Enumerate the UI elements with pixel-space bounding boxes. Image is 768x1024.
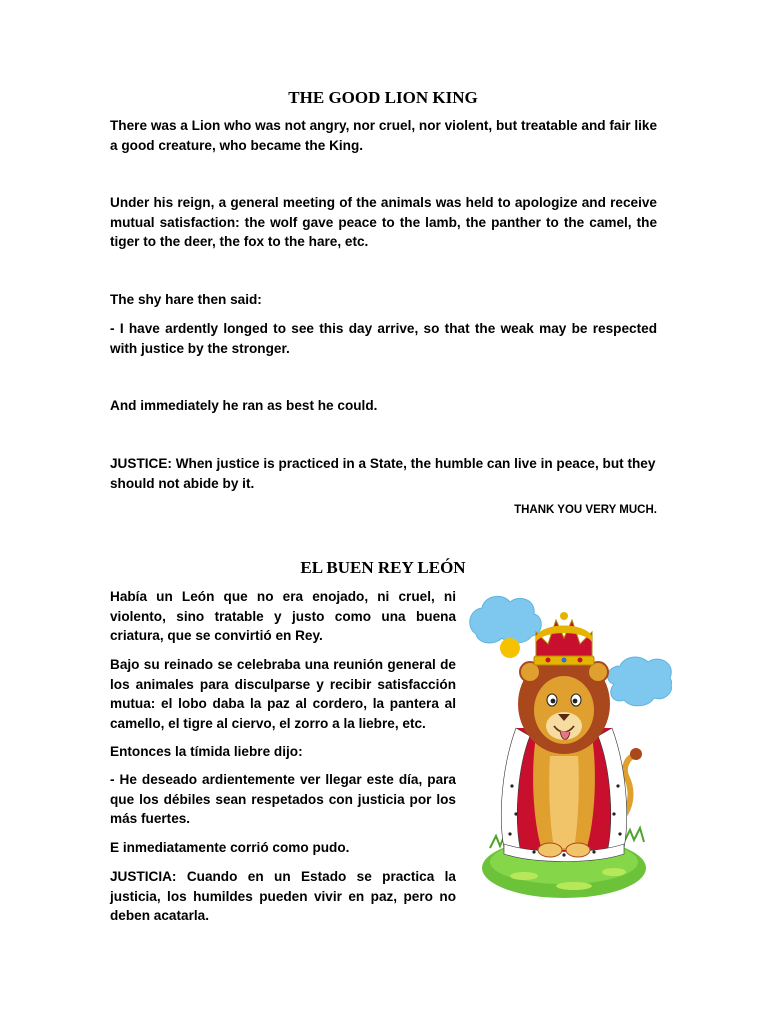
- lion-king-illustration: [464, 586, 672, 906]
- english-paragraph-6: JUSTICE: When justice is practiced in a State, the humble can live in peace, but they should not abide by it.: [110, 456, 656, 491]
- closing-thanks: THANK YOU VERY MUCH.: [514, 504, 657, 516]
- spanish-paragraph-5: E inmediatamente corrió como pudo.: [110, 840, 350, 855]
- spanish-paragraph-4: - He deseado ardientemente ver llegar este día, para que los débiles sean respetados con justicia por los más fuertes.: [110, 772, 456, 826]
- sun-icon: [500, 638, 520, 658]
- english-paragraph-3: The shy hare then said:: [110, 292, 262, 307]
- spanish-title: EL BUEN REY LEÓN: [300, 558, 466, 577]
- cloud-right-icon: [608, 657, 672, 706]
- english-paragraph-5: And immediately he ran as best he could.: [110, 398, 378, 413]
- english-paragraph-4: - I have ardently longed to see this day arrive, so that the weak may be respected with justice by the stronger.: [110, 321, 657, 356]
- cloud-left-icon: [470, 596, 542, 643]
- crown-icon: [534, 612, 594, 665]
- spanish-paragraph-1: Había un León que no era enojado, ni cruel, ni violento, sino tratable y justo como una buena criatura, que se convirtió en Rey.: [110, 589, 456, 643]
- english-title: THE GOOD LION KING: [288, 88, 478, 107]
- spanish-paragraph-6: JUSTICIA: Cuando en un Estado se practica la justicia, los humildes pueden vivir en paz, pero no deben acatarla.: [110, 869, 456, 923]
- spanish-paragraph-3: Entonces la tímida liebre dijo:: [110, 744, 303, 759]
- english-paragraph-1: There was a Lion who was not angry, nor cruel, nor violent, but treatable and fair like a good creature, who became the King.: [110, 118, 657, 153]
- spanish-paragraph-2: Bajo su reinado se celebraba una reunión general de los animales para disculparse y recibir satisfacción mutua: el lobo daba la paz al cordero, la pantera al camello, el tigre al ciervo, el zorro a la liebre, etc.: [110, 657, 456, 731]
- english-paragraph-2: Under his reign, a general meeting of the animals was held to apologize and receive mutual satisfaction: the wolf gave peace to the lamb, the panther to the camel, the tiger to the deer, the fox to the hare, etc.: [110, 195, 657, 249]
